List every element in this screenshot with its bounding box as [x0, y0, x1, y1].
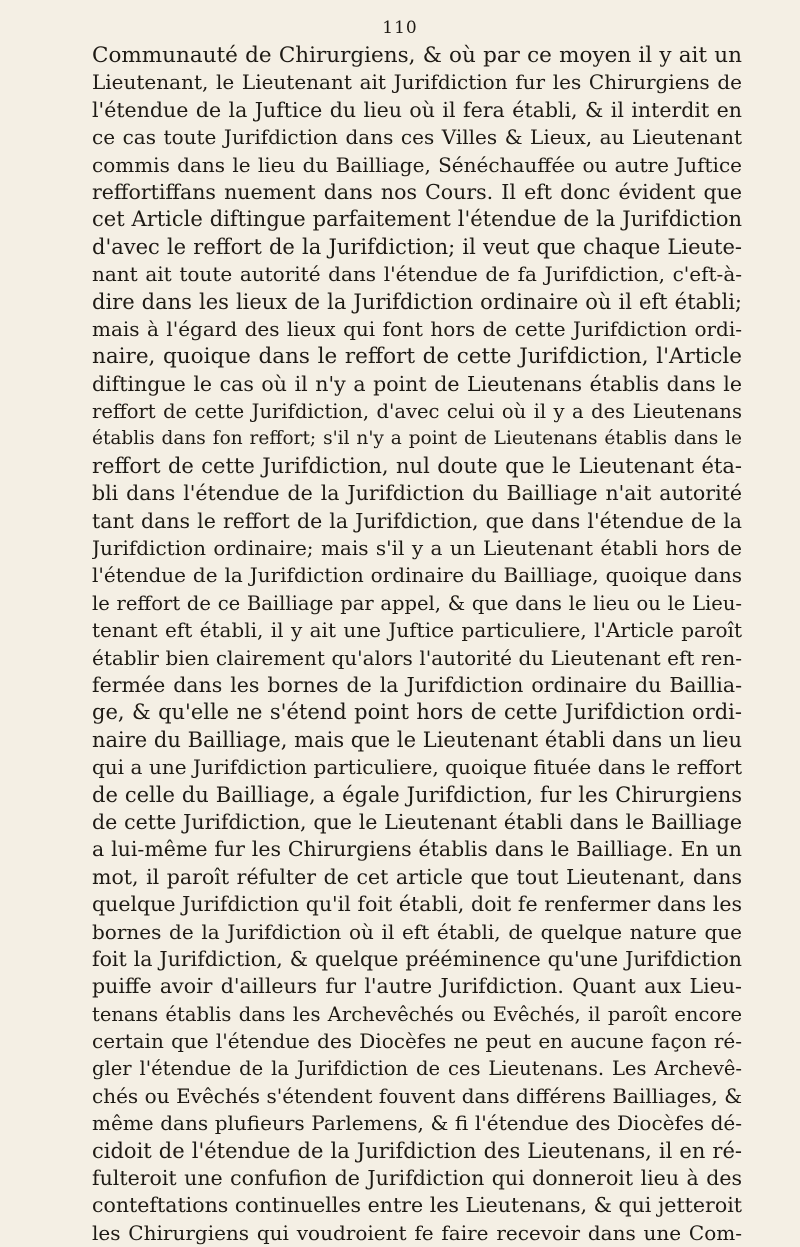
text-line: les Chirurgiens qui voudroient fe faire recevoir dans une Com-: [92, 1220, 742, 1245]
text-line: tant dans le reffort de la Jurifdiction, que dans l'étendue de la: [92, 508, 742, 533]
text-line: tenans établis dans les Archevêchés ou Evêchés, il paroît encore: [92, 1002, 742, 1026]
text-line: ge, & qu'elle ne s'étend point hors de cette Jurifdiction ordi-: [92, 700, 742, 725]
text-line: établir bien clairement qu'alors l'autorité du Lieutenant eft ren-: [92, 645, 742, 670]
text-line: naire, quoique dans le reffort de cette Jurifdiction, l'Article: [92, 344, 742, 370]
text-line: reffortiffans nuement dans nos Cours. Il eft donc évident que: [92, 179, 742, 204]
text-line: certain que l'étendue des Diocèfes ne peut en aucune façon ré-: [92, 1029, 742, 1054]
text-line: le reffort de ce Bailliage par appel, & que dans le lieu ou le Lieu-: [92, 591, 742, 615]
text-line: fermée dans les bornes de la Jurifdiction ordinaire du Baillia-: [92, 672, 742, 697]
text-line: Jurifdiction ordinaire; mais s'il y a un Lieutenant établi hors de: [92, 536, 742, 561]
text-line: commis dans le lieu du Bailliage, Sénéchauffée ou autre Juftice: [92, 152, 742, 177]
text-line: ce cas toute Jurifdiction dans ces Villes & Lieux, au Lieutenant: [92, 125, 742, 150]
text-line: puiffe avoir d'ailleurs fur l'autre Jurifdiction. Quant aux Lieu-: [92, 974, 742, 999]
text-line: établis dans fon reffort; s'il n'y a point de Lieutenans établis dans le: [92, 428, 742, 450]
text-line: qui a une Jurifdiction particuliere, quoique fituée dans le reffort: [92, 755, 742, 780]
text-line: a lui-même fur les Chirurgiens établis dans le Bailliage. En un: [92, 837, 742, 862]
text-line: reffort de cette Jurifdiction, nul doute que le Lieutenant éta-: [92, 453, 742, 478]
text-line: mot, il paroît réfulter de cet article que tout Lieutenant, dans: [92, 864, 742, 889]
text-line: même dans plufieurs Parlemens, & fi l'étendue des Diocèfes dé-: [92, 1111, 742, 1136]
text-line: reffort de cette Jurifdiction, d'avec celui où il y a des Lieutenans: [92, 400, 742, 424]
text-line: l'étendue de la Juftice du lieu où il fera établi, & il interdit en: [92, 97, 742, 122]
text-line: diftingue le cas où il n'y a point de Lieutenans établis dans le: [92, 371, 742, 396]
text-line: mais à l'égard des lieux qui font hors de cette Jurifdiction ordi-: [92, 316, 742, 341]
text-line: de cette Jurifdiction, que le Lieutenant établi dans le Bailliage: [92, 809, 742, 834]
text-line: quelque Jurifdiction qu'il foit établi, doit fe renfermer dans les: [92, 892, 742, 917]
text-line: bornes de la Jurifdiction où il eft établi, de quelque nature que: [92, 919, 742, 944]
text-line: chés ou Evêchés s'étendent fouvent dans différens Bailliages, &: [92, 1083, 742, 1108]
text-line: fulteroit une confufion de Jurifdiction qui donneroit lieu à des: [92, 1166, 742, 1191]
text-line: naire du Bailliage, mais que le Lieutenant établi dans un lieu: [92, 727, 742, 752]
text-line: Communauté de Chirurgiens, & où par ce moyen il y ait un: [92, 43, 742, 68]
text-line: nant ait toute autorité dans l'étendue de fa Jurifdiction, c'eft-à-: [92, 262, 742, 287]
text-line: conteftations continuelles entre les Lieutenans, & qui jetteroit: [92, 1193, 742, 1218]
text-line: dire dans les lieux de la Jurifdiction ordinaire où il eft établi;: [92, 289, 742, 314]
text-line: tenant eft établi, il y ait une Juftice particuliere, l'Article paroît: [92, 618, 742, 643]
text-line: de celle du Bailliage, a égale Jurifdiction, fur les Chirurgiens: [92, 782, 742, 807]
page-number: 110: [382, 18, 418, 38]
text-line: l'étendue de la Jurifdiction ordinaire du Bailliage, quoique dans: [92, 563, 742, 588]
body-text: [92, 42, 742, 1247]
text-line: gler l'étendue de la Jurifdiction de ces Lieutenans. Les Archevê-: [92, 1057, 742, 1081]
text-line: bli dans l'étendue de la Jurifdiction du Bailliage n'ait autorité: [92, 481, 742, 506]
text-line: Lieutenant, le Lieutenant ait Jurifdiction fur les Chirurgiens de: [92, 70, 742, 95]
text-line: d'avec le reffort de la Jurifdiction; il veut que chaque Lieute-: [92, 234, 742, 259]
text-line: cidoit de l'étendue de la Jurifdiction des Lieutenans, il en ré-: [92, 1138, 742, 1163]
text-line: foit la Jurifdiction, & quelque prééminence qu'une Jurifdiction: [92, 946, 742, 971]
text-line: cet Article diftingue parfaitement l'étendue de la Jurifdiction: [92, 207, 742, 232]
